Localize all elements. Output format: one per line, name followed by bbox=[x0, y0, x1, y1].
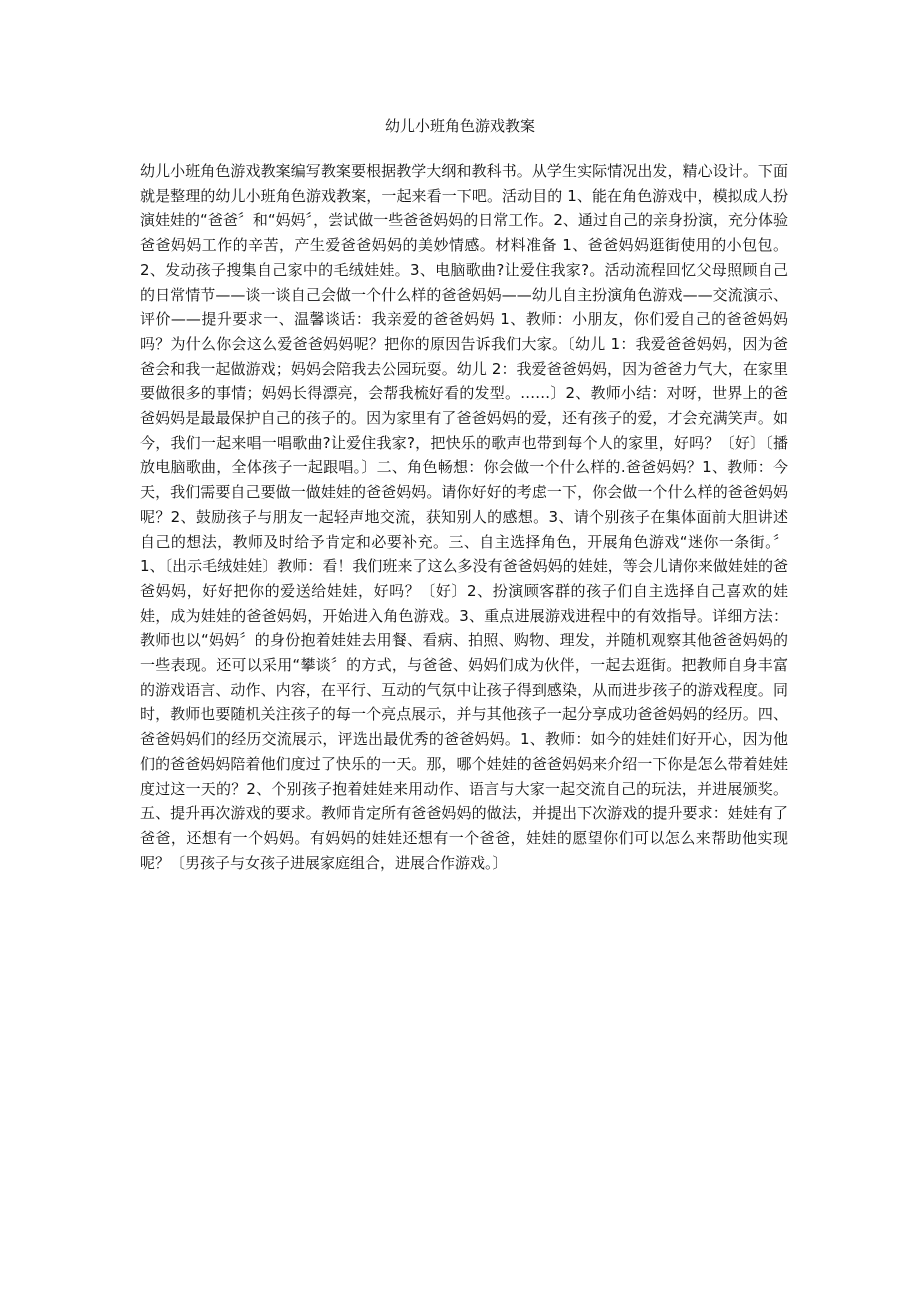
document-title: 幼儿小班角色游戏教案 bbox=[384, 117, 535, 135]
document-body-paragraph: 幼儿小班角色游戏教案编写教案要根据教学大纲和教科书。从学生实际情况出发，精心设计。下面就是整理的幼儿小班角色游戏教案，一起来看一下吧。活动目的 1、能在角色游戏中，模拟成人扮演娃娃的“爸爸〞和“妈妈〞，尝试做一些爸爸妈妈的日常工作。2、通过自己的亲身扮演，充分体验爸爸妈妈工作的辛苦，产生爱爸爸妈妈的美妙情感。材料准备 1、爸爸妈妈逛街使用的小包包。2、发动孩子搜集自己家中的毛绒娃娃。3、电脑歌曲?让爱住我家?。活动流程回忆父母照顾自己的日常情节——谈一谈自己会做一个什么样的爸爸妈妈——幼儿自主扮演角色游戏——交流演示、评价——提升要求一、温馨谈话：我亲爱的爸爸妈妈 1、教师：小朋友，你们爱自己的爸爸妈妈吗？为什么你会这么爱爸爸妈妈呢？把你的原因告诉我们大家。〔幼儿 1：我爱爸爸妈妈，因为爸爸会和我一起做游戏；妈妈会陪我去公园玩耍。幼儿 2：我爱爸爸妈妈，因为爸爸力气大，在家里要做很多的事情；妈妈长得漂亮，会帮我梳好看的发型。……〕2、教师小结：对呀，世界上的爸爸妈妈是最最保护自己的孩子的。因为家里有了爸爸妈妈的爱，还有孩子的爱，才会充满笑声。如今，我们一起来唱一唱歌曲?让爱住我家?，把快乐的歌声也带到每个人的家里，好吗？〔好〕〔播放电脑歌曲，全体孩子一起跟唱。〕二、角色畅想：你会做一个什么样的.爸爸妈妈？1、教师：今天，我们需要自己要做一做娃娃的爸爸妈妈。请你好好的考虑一下，你会做一个什么样的爸爸妈妈呢？2、鼓励孩子与朋友一起轻声地交流，获知别人的感想。3、请个别孩子在集体面前大胆讲述自己的想法，教师及时给予肯定和必要补充。三、自主选择角色，开展角色游戏“迷你一条街。〞1、〔出示毛绒娃娃〕教师：看！我们班来了这么多没有爸爸妈妈的娃娃，等会儿请你来做娃娃的爸爸妈妈，好好把你的爱送给娃娃，好吗？〔好〕2、扮演顾客群的孩子们自主选择自己喜欢的娃娃，成为娃娃的爸爸妈妈，开始进入角色游戏。3、重点进展游戏进程中的有效指导。详细方法：教师也以“妈妈〞的身份抱着娃娃去用餐、看病、拍照、购物、理发，并随机观察其他爸爸妈妈的一些表现。还可以采用“攀谈〞的方式，与爸爸、妈妈们成为伙伴，一起去逛街。把教师自身丰富的游戏语言、动作、内容，在平行、互动的气氛中让孩子得到感染，从而进步孩子的游戏程度。同时，教师也要随机关注孩子的每一个亮点展示，并与其他孩子一起分享成功爸爸妈妈的经历。四、爸爸妈妈们的经历交流展示，评选出最优秀的爸爸妈妈。1、教师：如今的娃娃们好开心，因为他们的爸爸妈妈陪着他们度过了快乐的一天。那，哪个娃娃的爸爸妈妈来介绍一下你是怎么带着娃娃度过这一天的？2、个别孩子抱着娃娃来用动作、语言与大家一起交流自己的玩法，并进展颁奖。五、提升再次游戏的要求。教师肯定所有爸爸妈妈的做法，并提出下次游戏的提升要求：娃娃有了爸爸，还想有一个妈妈。有妈妈的娃娃还想有一个爸爸，娃娃的愿望你们可以怎么来帮助他实现呢？〔男孩子与女孩子进展家庭组合，进展合作游戏。〕 bbox=[140, 162, 788, 872]
